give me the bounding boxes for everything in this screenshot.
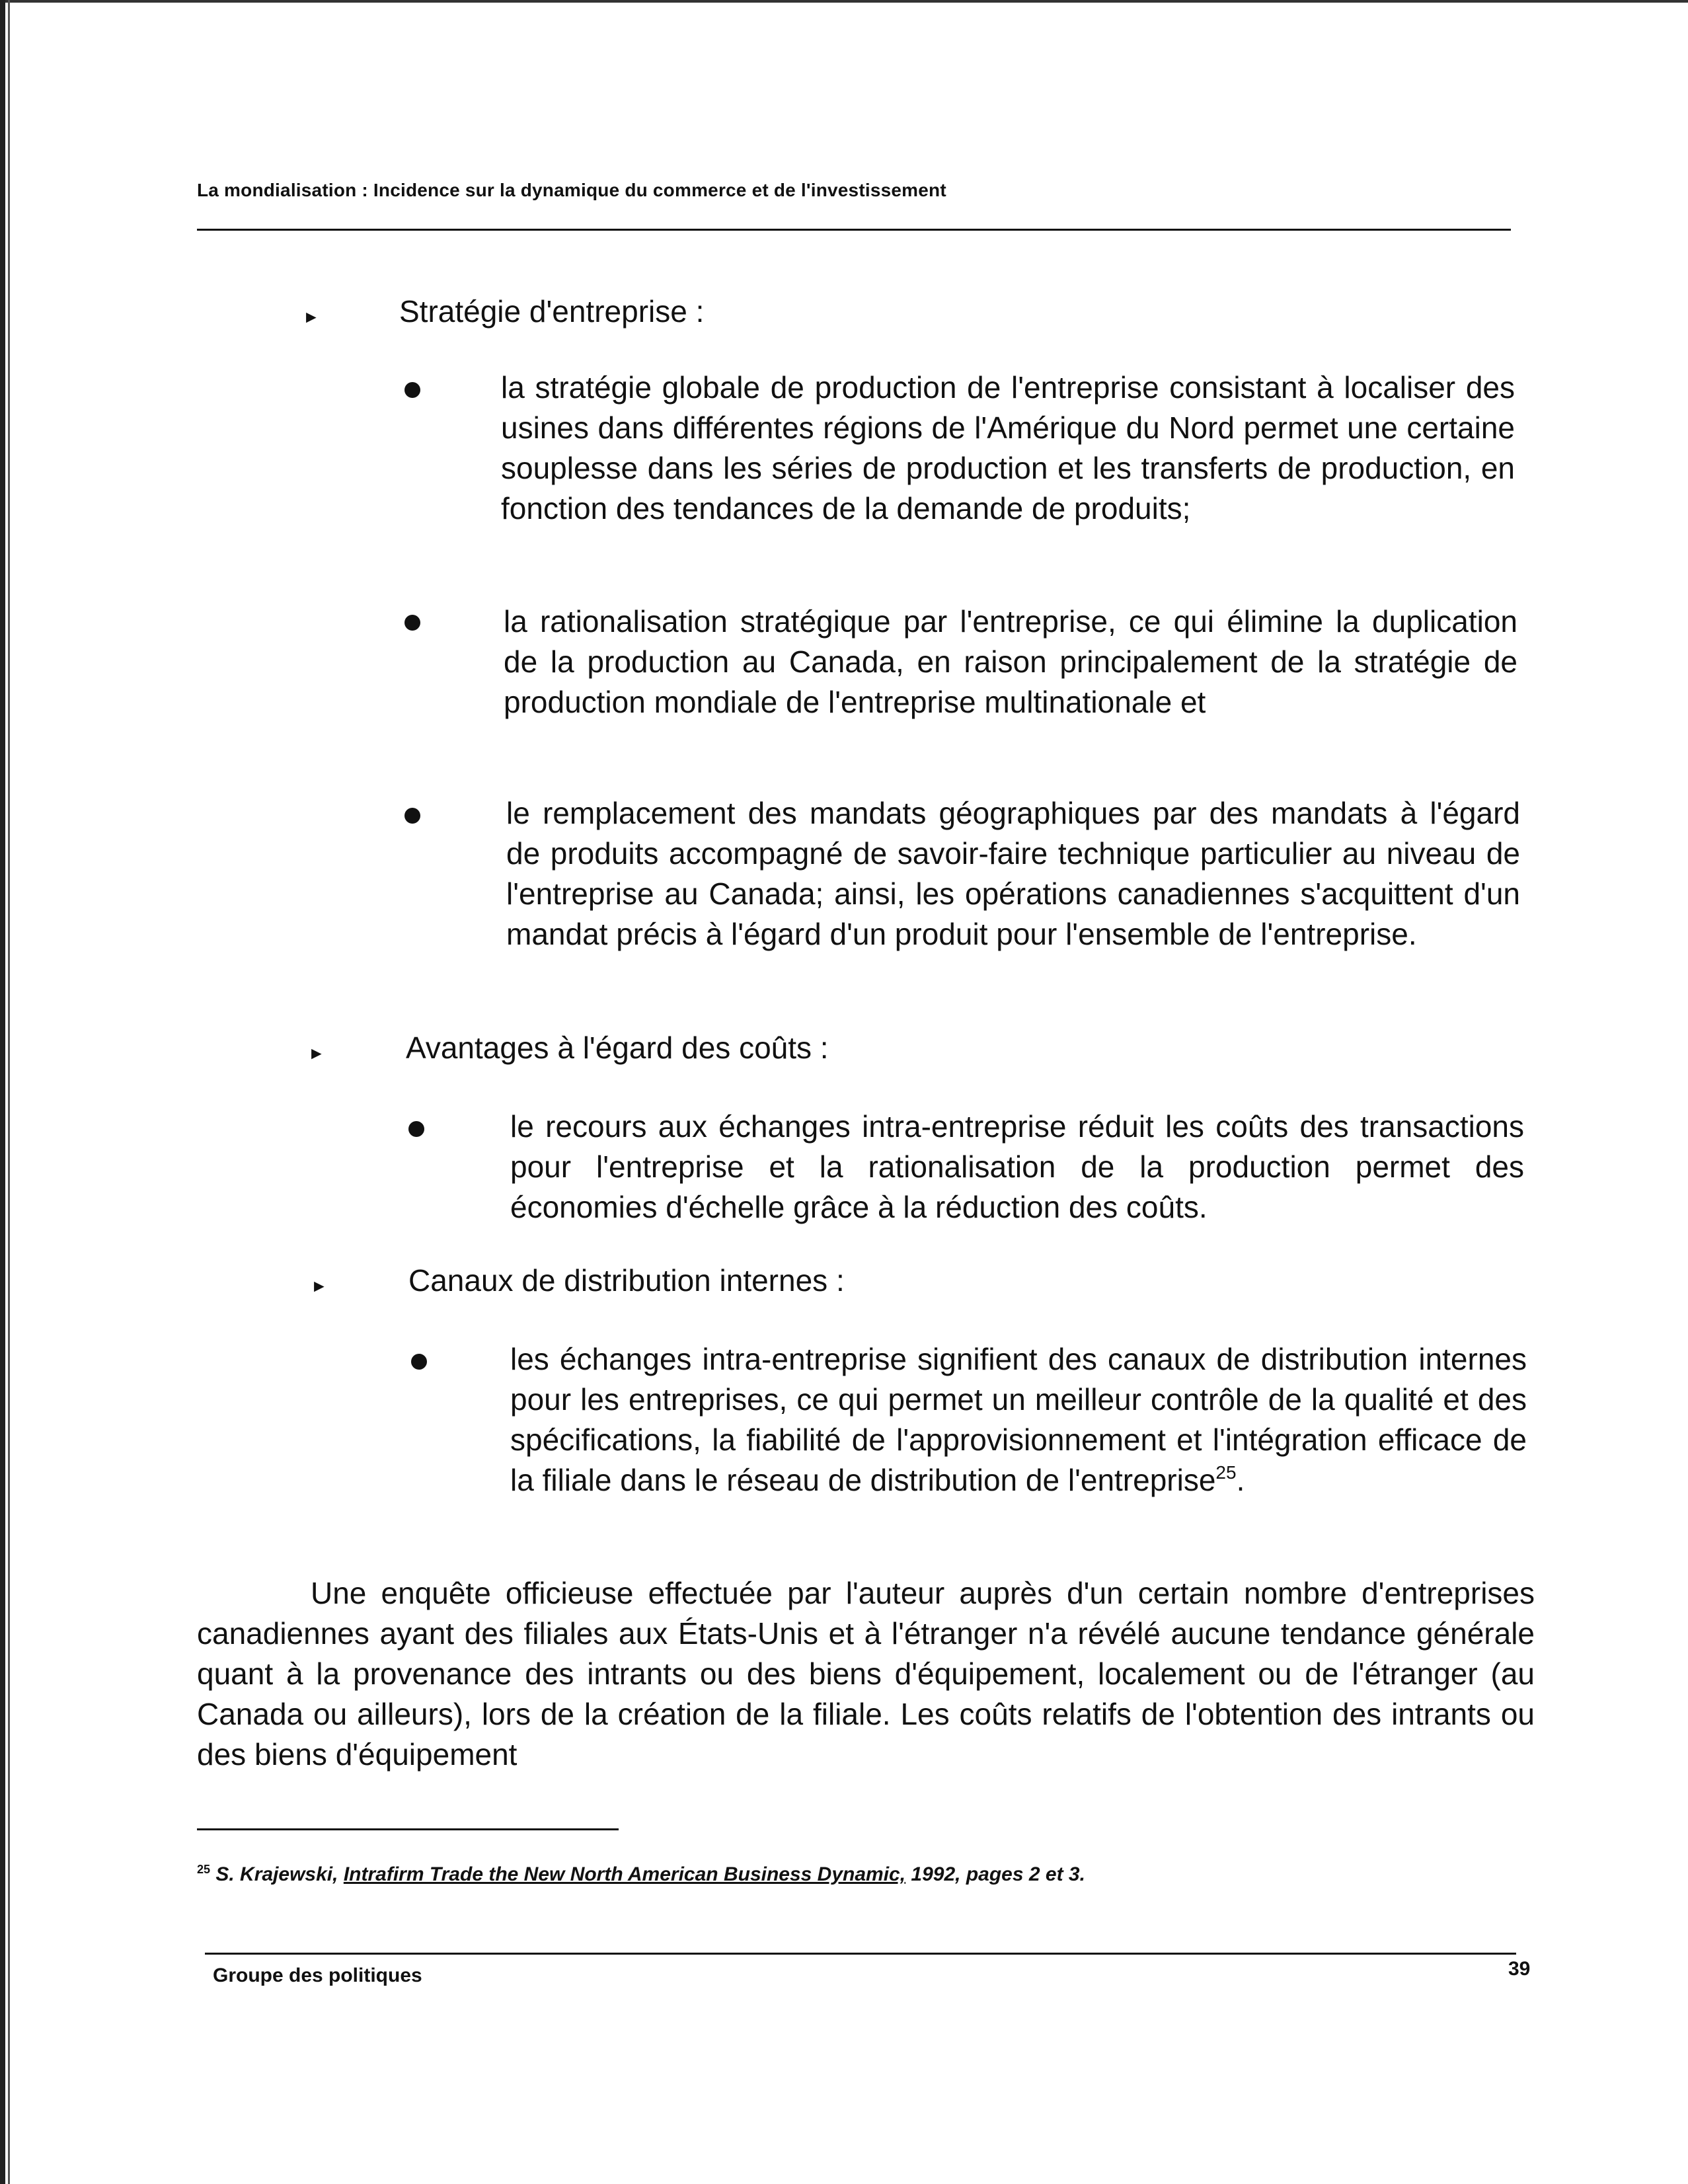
scan-top-edge (0, 0, 1688, 3)
footnote-details: 1992, pages 2 et 3. (911, 1863, 1085, 1885)
running-header: La mondialisation : Incidence sur la dynamique du commerce et de l'investissement (197, 180, 946, 200)
footnote-reference: 25 (1215, 1462, 1237, 1483)
section-arrow-icon: ► (311, 1276, 328, 1296)
bullet-icon (404, 808, 420, 824)
footnote-author: S. Krajewski, (215, 1863, 338, 1885)
bullet-icon (411, 1354, 427, 1370)
bullet-text: le recours aux échanges intra-entreprise réduit les coûts des transactions pour l'entreprise et la rationalisation de la production permet des économies d'échelle grâce à la réduction des coûts. (510, 1109, 1524, 1224)
footer-organization: Groupe des politiques (213, 1965, 422, 1986)
bullet-text (510, 1339, 1527, 1501)
bullet-text: la stratégie globale de production de l'entreprise consistant à localiser des usines dans différentes régions de l'Amérique du Nord permet une certaine souplesse dans les séries de production et les transferts de production, en fonction des tendances de la demande de produits; (501, 370, 1515, 526)
page-number: 39 (1508, 1958, 1531, 1980)
footnote-title: Intrafirm Trade the New North American Business Dynamic, (343, 1863, 906, 1885)
footnote-number: 25 (197, 1863, 211, 1876)
body-paragraph: Une enquête officieuse effectuée par l'auteur auprès d'un certain nombre d'entreprises canadiennes ayant des filiales aux États-Unis et à l'étranger n'a révélé aucune tendance générale quant à la provenance des intrants ou des biens d'équipement, localement ou de l'étranger (au Canada ou ailleurs), lors de la création de la filiale. Les coûts relatifs de l'obtention des intrants ou des biens d'équipement (197, 1576, 1535, 1772)
bullet-text: la rationalisation stratégique par l'entreprise, ce qui élimine la duplication de la production au Canada, en raison principalement de la stratégie de production mondiale de l'entreprise multinationale et (504, 604, 1517, 719)
section-heading: Stratégie d'entreprise : (399, 294, 705, 329)
section-heading: Canaux de distribution internes : (408, 1263, 845, 1298)
header-rule (197, 229, 1511, 231)
footnote (197, 1863, 1085, 1886)
footer-rule (205, 1953, 1516, 1955)
bullet-icon (404, 382, 420, 398)
scan-left-edge-inner (8, 0, 10, 2184)
section-arrow-icon: ► (303, 307, 320, 327)
footnote-rule (197, 1828, 619, 1830)
bullet-body: les échanges intra-entreprise signifient des canaux de distribution internes pour les entreprises, ce qui permet un meilleur contrôle de la qualité et des spécifications, la fiabilité de l'approvisionnement et l'intégration efficace de la filiale dans le réseau de distribution de l'entreprise (510, 1342, 1527, 1497)
section-arrow-icon: ► (308, 1043, 325, 1063)
scan-left-edge (0, 0, 5, 2184)
bullet-icon (404, 615, 420, 631)
bullet-trailing: . (1236, 1463, 1245, 1497)
section-heading: Avantages à l'égard des coûts : (406, 1031, 829, 1065)
bullet-icon (408, 1121, 424, 1137)
bullet-text: le remplacement des mandats géographiques par des mandats à l'égard de produits accompagné de savoir-faire technique particulier au niveau de l'entreprise au Canada; ainsi, les opérations canadiennes s'acquittent d'un mandat précis à l'égard d'un produit pour l'ensemble de l'entreprise. (506, 796, 1520, 951)
